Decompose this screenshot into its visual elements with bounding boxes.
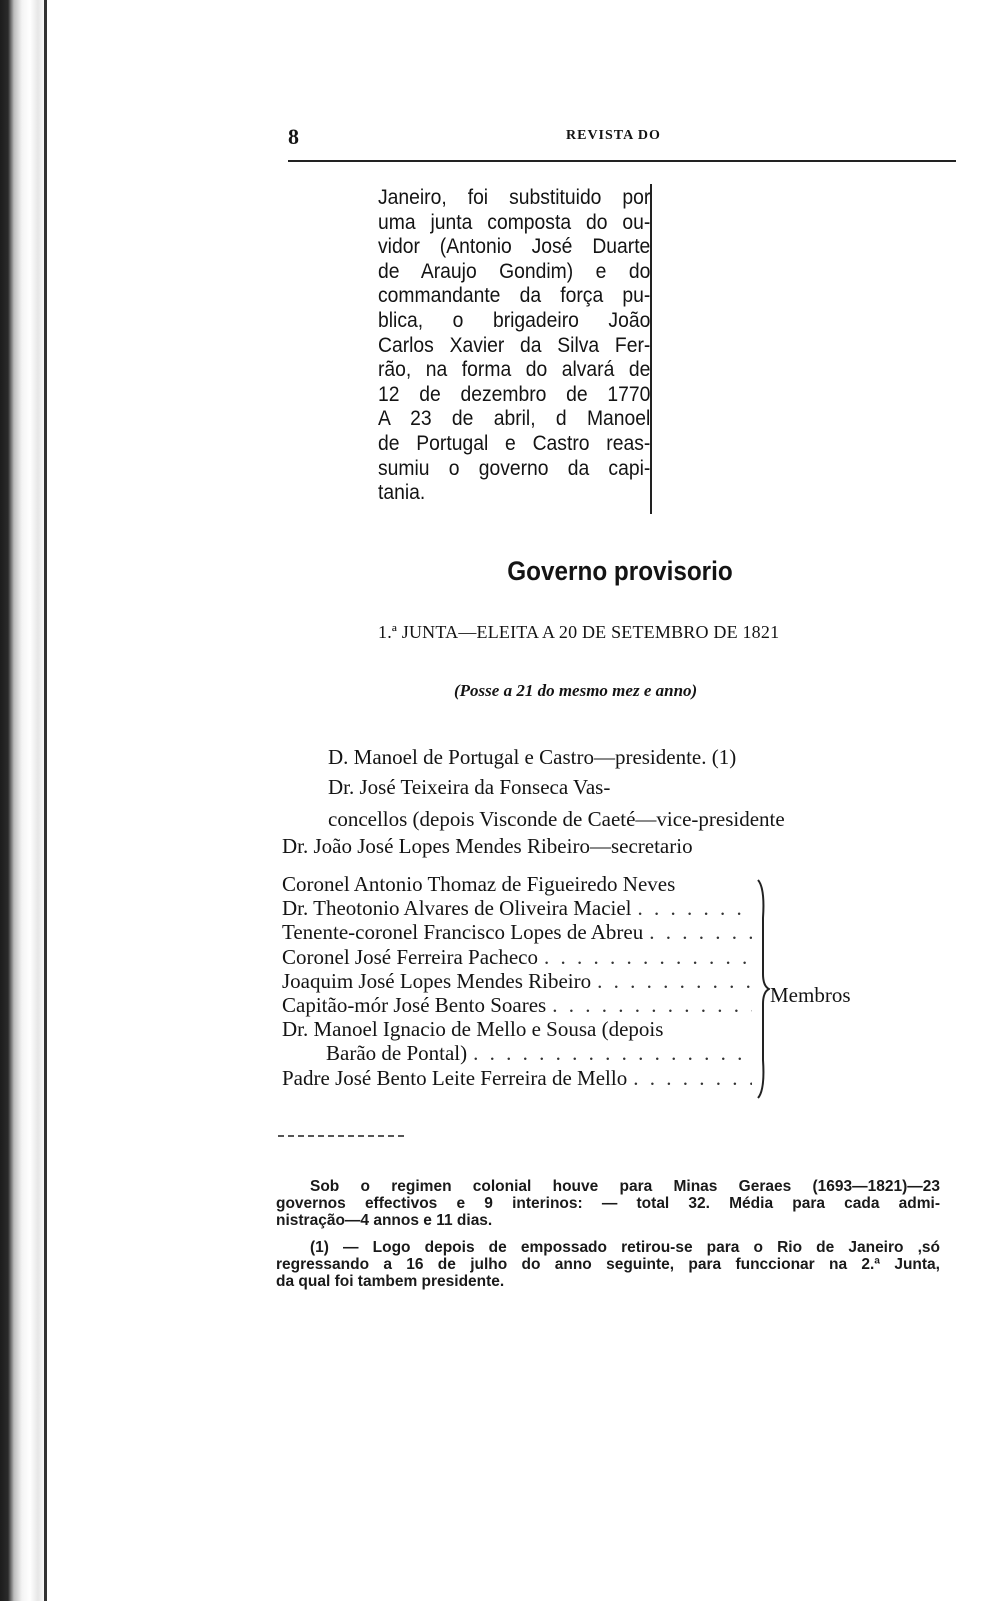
column-line: de Portugal e Castro reas- xyxy=(378,431,651,455)
footnote-line: (1) — Logo depois de empossado retirou-se para o Rio de Janeiro ,só xyxy=(310,1239,940,1256)
member-row xyxy=(282,945,752,969)
column-line: sumiu o governo da capi- xyxy=(378,456,651,480)
footnote-line: governos effectivos e 9 interinos: — total 32. Média para cada admi- xyxy=(276,1195,940,1212)
member-row xyxy=(282,993,752,1017)
column-line: A 23 de abril, d Manoel xyxy=(378,407,651,431)
member-row xyxy=(282,1041,752,1065)
page-header xyxy=(288,124,952,154)
column-line: commandante da força pu- xyxy=(378,284,651,308)
column-line: blica, o brigadeiro João xyxy=(378,308,651,332)
members-label: Membros xyxy=(770,983,851,1007)
member-name: Capitão-mór José Bento Soares xyxy=(282,993,547,1018)
running-head: REVISTA DO xyxy=(566,128,661,143)
leader-dots xyxy=(552,993,752,1017)
footnote-line: regressando a 16 de julho do anno seguinte, para funccionar na 2.ª Junta, xyxy=(276,1256,940,1273)
officer-vice-presidente-line2: concellos (depois Visconde de Caeté—vice-presidente xyxy=(328,807,785,831)
members-brace xyxy=(756,878,770,1100)
footnote-line: Sob o regimen colonial houve para Minas Geraes (1693—1821)—23 xyxy=(310,1178,940,1195)
member-name: Dr. Theotonio Alvares de Oliveira Maciel xyxy=(282,896,632,921)
member-row xyxy=(282,872,752,896)
binding-shadow xyxy=(44,0,47,1601)
column-rule xyxy=(650,184,652,514)
column-line: de Araujo Gondim) e do xyxy=(378,259,651,283)
text-column xyxy=(378,186,651,506)
column-line: Janeiro, foi substituido por xyxy=(378,186,651,209)
column-line: 12 de dezembro de 1770 xyxy=(378,382,651,406)
binding-edge xyxy=(0,0,56,1601)
leader-dots xyxy=(597,969,752,993)
column-line: uma junta composta do ou- xyxy=(378,210,651,234)
column-line: rão, na forma do alvará de xyxy=(378,358,651,382)
section-subtitle: 1.ª JUNTA—ELEITA A 20 DE SETEMBRO DE 1821 xyxy=(378,622,780,642)
member-name: Coronel Antonio Thomaz de Figueiredo Neves xyxy=(282,872,676,896)
footnote-separator xyxy=(278,1135,404,1137)
page-number: 8 xyxy=(288,124,299,149)
member-name: Dr. Manoel Ignacio de Mello e Sousa (depois xyxy=(282,1017,664,1042)
footnote-line: da qual foi tambem presidente. xyxy=(276,1273,505,1290)
member-row xyxy=(282,896,752,920)
officer-presidente: D. Manoel de Portugal e Castro—presidente. (1) xyxy=(328,745,737,769)
section-title: Governo provisorio xyxy=(507,556,733,586)
officer-secretario: Dr. João José Lopes Mendes Ribeiro—secretario xyxy=(282,834,693,858)
column-line: tania. xyxy=(378,481,426,505)
member-name: Padre José Bento Leite Ferreira de Mello xyxy=(282,1065,628,1090)
leader-dots xyxy=(649,920,752,944)
leader-dots xyxy=(473,1041,752,1065)
member-name: Tenente-coronel Francisco Lopes de Abreu xyxy=(282,920,644,945)
members-list xyxy=(282,872,752,1090)
officer-vice-presidente-line1: Dr. José Teixeira da Fonseca Vas- xyxy=(328,775,611,799)
footnote-line: nistração—4 annos e 11 dias. xyxy=(276,1212,493,1229)
leader-dots xyxy=(633,1066,752,1090)
header-rule xyxy=(288,160,956,162)
member-row xyxy=(282,1066,752,1090)
member-row xyxy=(282,920,752,944)
leader-dots xyxy=(544,945,752,969)
column-line: Carlos Xavier da Silva Fer- xyxy=(378,333,651,357)
leader-dots xyxy=(638,896,752,920)
posse-note: (Posse a 21 do mesmo mez e anno) xyxy=(454,681,698,700)
member-row xyxy=(282,1017,752,1041)
member-name: Barão de Pontal) xyxy=(326,1041,468,1066)
column-line: vidor (Antonio José Duarte xyxy=(378,235,651,259)
member-name: Joaquim José Lopes Mendes Ribeiro xyxy=(282,968,592,993)
member-row xyxy=(282,969,752,993)
footnotes xyxy=(276,1178,940,1290)
member-name: Coronel José Ferreira Pacheco xyxy=(282,944,538,969)
